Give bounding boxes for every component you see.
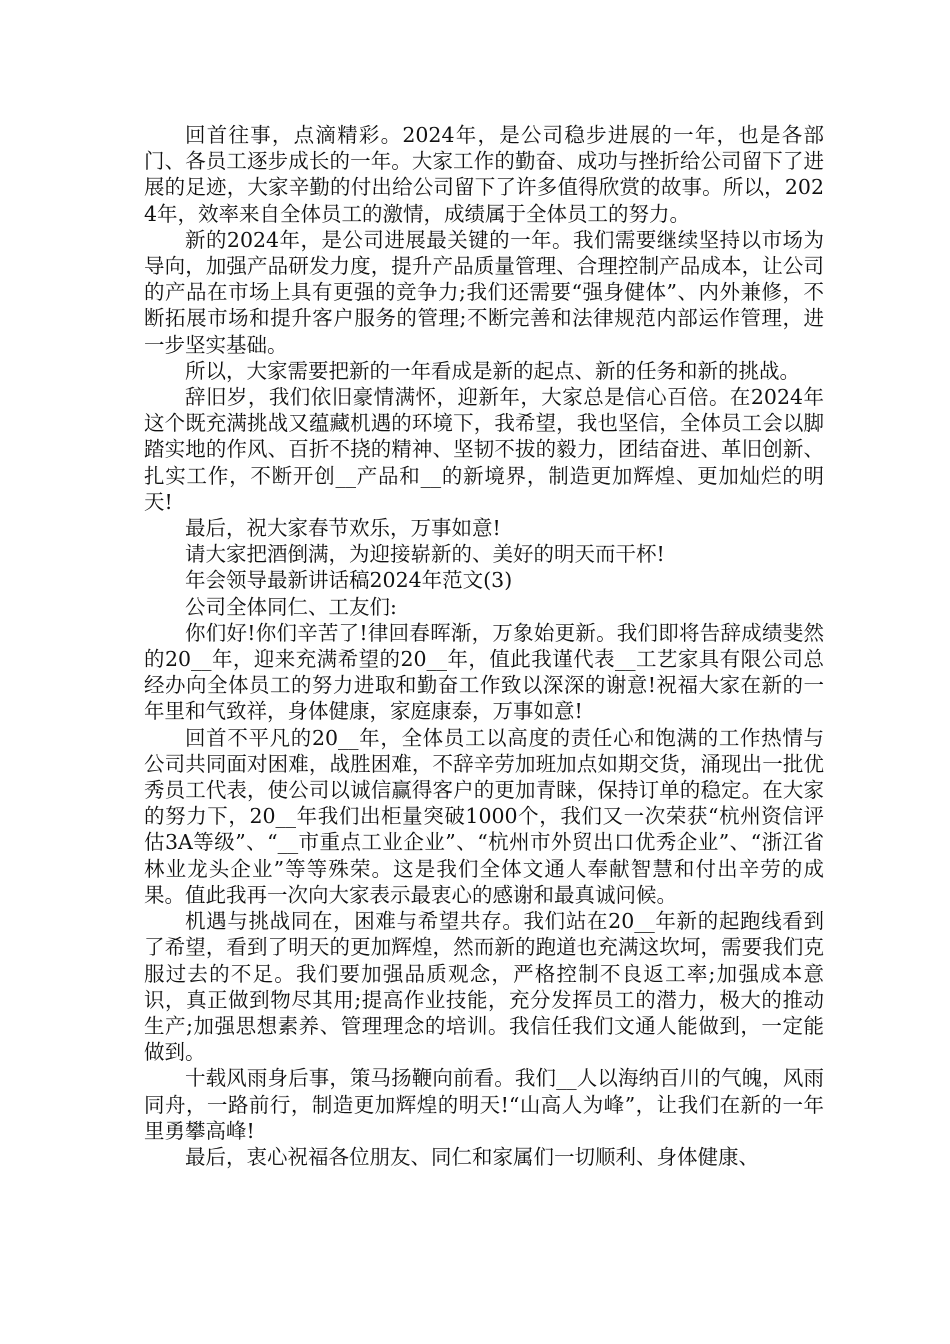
paragraph-closing: 最后，衷心祝福各位朋友、同仁和家属们一切顺利、身体健康、 bbox=[185, 1144, 759, 1169]
paragraph-toast: 请大家把酒倒满，为迎接崭新的、美好的明天而干杯! bbox=[185, 542, 665, 567]
section-heading: 年会领导最新讲话稿2024年范文(3) bbox=[185, 568, 513, 593]
paragraph-new-year-plan: 新的2024年，是公司进展最关键的一年。我们需要继续坚持以市场为导向，加强产品研发力度，提升产品质量管理、合理控制产品成本，让公司的产品在市场上具有更强的竞争力;我们还需要“强身健体”、内外兼修，不断拓展市场和提升客户服务的管理;不断完善和法律规范内部运作管理，进一步坚实基础。 bbox=[144, 227, 824, 357]
paragraph-spring-wishes: 最后，祝大家春节欢乐，万事如意! bbox=[185, 516, 501, 541]
paragraph-farewell-old-year: 辞旧岁，我们依旧豪情满怀，迎新年，大家总是信心百倍。在2024年这个既充满挑战又蕴藏机遇的环境下，我希望，我也坚信，全体员工会以脚踏实地的作风、百折不挠的精神、坚韧不拔的毅力，团结奋进、革旧创新、扎实工作，不断开创__产品和__的新境界，制造更加辉煌、更加灿烂的明天! bbox=[144, 385, 824, 514]
paragraph-ten-years: 十载风雨身后事，策马扬鞭向前看。我们__人以海纳百川的气魄，风雨同舟，一路前行，制造更加辉煌的明天!“山高人为峰”，让我们在新的一年里勇攀高峰! bbox=[144, 1066, 824, 1143]
paragraph-review-2024: 回首往事，点滴精彩。2024年，是公司稳步进展的一年，也是各部门、各员工逐步成长的一年。大家工作的勤奋、成功与挫折给公司留下了进展的足迹，大家辛勤的付出给公司留下了许多值得欣赏的故事。所以，2024年，效率来自全体员工的激情，成绩属于全体员工的努力。 bbox=[144, 123, 824, 226]
paragraph-achievements: 回首不平凡的20__年，全体员工以高度的责任心和饱满的工作热情与公司共同面对困难，战胜困难，不辞辛劳加班加点如期交货，涌现出一批优秀员工代表，使公司以诚信赢得客户的更加青睐，保持订单的稳定。在大家的努力下，20__年我们出柜量突破1000个，我们又一次荣获“杭州资信评估3A等级”、“__市重点工业企业”、“杭州市外贸出口优秀企业”、“浙江省林业龙头企业”等等殊荣。这是我们全体文通人奉献智慧和付出辛劳的成果。值此我再一次向大家表示最衷心的感谢和最真诚问候。 bbox=[144, 725, 824, 907]
paragraph-new-start: 所以，大家需要把新的一年看成是新的起点、新的任务和新的挑战。 bbox=[185, 358, 800, 383]
document-body bbox=[144, 122, 824, 1170]
salutation: 公司全体同仁、工友们: bbox=[185, 594, 397, 619]
paragraph-challenges: 机遇与挑战同在，困难与希望共存。我们站在20__年新的起跑线看到了希望，看到了明天的更加辉煌，然而新的跑道也充满这坎坷，需要我们克服过去的不足。我们要加强品质观念，严格控制不良返工率;加强成本意识，真正做到物尽其用;提高作业技能，充分发挥员工的潜力，极大的推动生产;加强思想素养、管理理念的培训。我信任我们文通人能做到，一定能做到。 bbox=[144, 909, 824, 1065]
paragraph-greeting: 你们好!你们辛苦了!律回春晖渐，万象始更新。我们即将告辞成绩斐然的20__年，迎来充满希望的20__年，值此我谨代表__工艺家具有限公司总经办向全体员工的努力进取和勤奋工作致以深深的谢意!祝福大家在新的一年里和气致祥，身体健康，家庭康泰，万事如意! bbox=[144, 620, 824, 724]
